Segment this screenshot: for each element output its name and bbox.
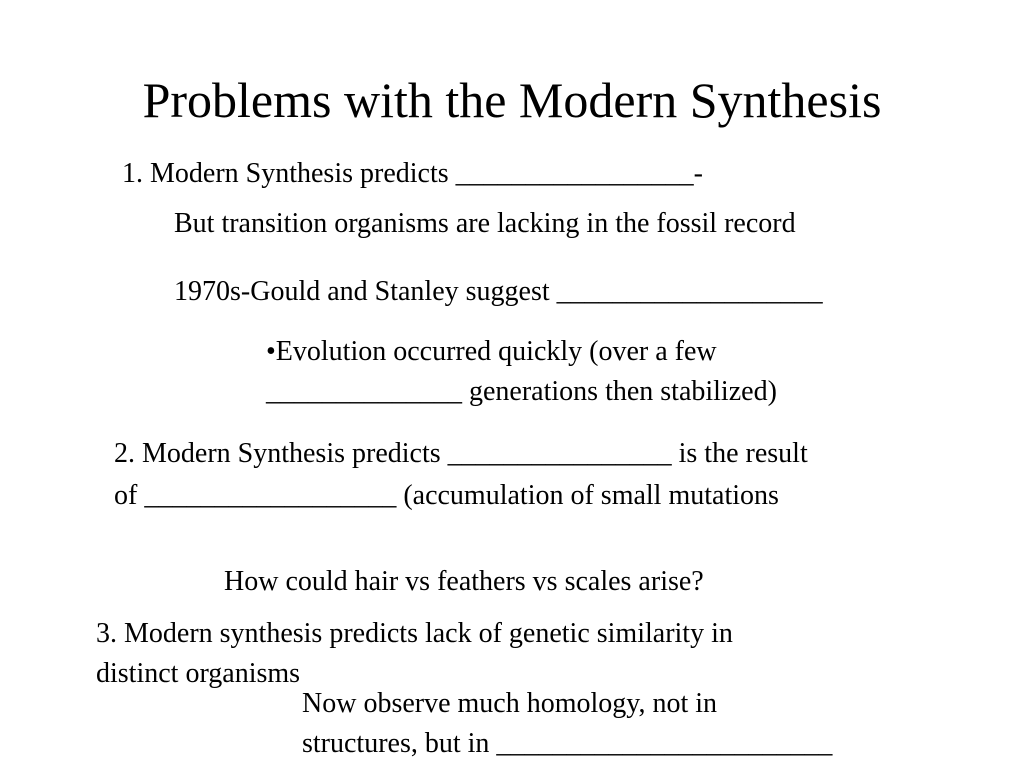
homology-text-line-2: structures, but in ________________________ <box>302 728 833 759</box>
point-1-text: 1. Modern Synthesis predicts _________________- <box>122 158 703 189</box>
slide-title: Problems with the Modern Synthesis <box>142 72 882 128</box>
point-2-text-line-1: 2. Modern Synthesis predicts ________________ is the result <box>114 438 808 469</box>
point-3-text-line-1: 3. Modern synthesis predicts lack of genetic similarity in <box>96 618 733 649</box>
question-text: How could hair vs feathers vs scales arise? <box>224 566 704 597</box>
bullet-text-line-2: ______________ generations then stabilized) <box>266 376 777 407</box>
gould-stanley-text: 1970s-Gould and Stanley suggest ___________________ <box>174 276 823 307</box>
point-2-text-line-2: of __________________ (accumulation of small mutations <box>114 480 779 511</box>
bullet-text-line-1: •Evolution occurred quickly (over a few <box>266 336 717 367</box>
homology-text-line-1: Now observe much homology, not in <box>302 688 718 719</box>
point-3-text-line-2: distinct organisms <box>96 658 301 689</box>
point-1-subtext: But transition organisms are lacking in the fossil record <box>174 208 796 239</box>
